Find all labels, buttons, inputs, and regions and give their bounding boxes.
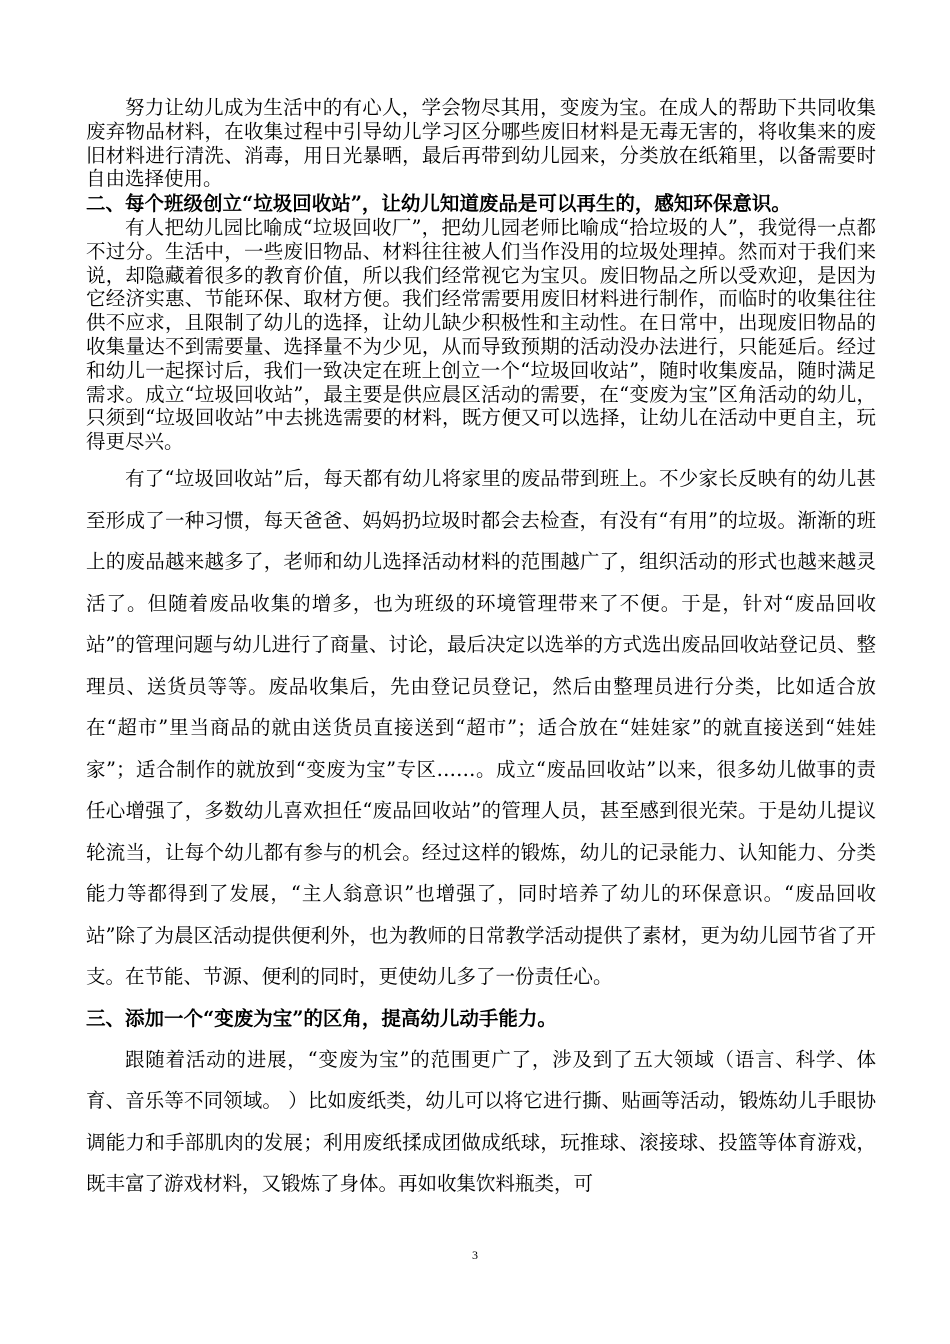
body-paragraph: 努力让幼儿成为生活中的有心人，学会物尽其用，变废为宝。在成人的帮助下共同收集废弃物品材料，在收集过程中引导幼儿学习区分哪些废旧材料是无毒无害的，将收集来的废旧材料进行清洗、消毒，用日光暴晒，最后再带到幼儿园来，分类放在纸箱里，以备需要时自由选择使用。: [86, 96, 876, 191]
page-number: 3: [472, 1248, 478, 1262]
body-paragraph: 有了“垃圾回收站”后，每天都有幼儿将家里的废品带到班上。不少家长反映有的幼儿甚至形成了一种习惯，每天爸爸、妈妈扔垃圾时都会去检查，有没有“有用”的垃圾。渐渐的班上的废品越来越多了，老师和幼儿选择活动材料的范围越广了，组织活动的形式也越来越灵活了。但随着废品收集的增多，也为班级的环境管理带来了不便。于是，针对“废品回收站”的管理问题与幼儿进行了商量、讨论，最后决定以选举的方式选出废品回收站登记员、整理员、送货员等等。废品收集后，先由登记员登记，然后由整理员进行分类，比如适合放在“超市”里当商品的就由送货员直接送到“超市”；适合放在“娃娃家”的就直接送到“娃娃家”；适合制作的就放到“变废为宝”专区……。成立“废品回收站”以来，很多幼儿做事的责任心增强了，多数幼儿喜欢担任“废品回收站”的管理人员，甚至感到很光荣。于是幼儿提议轮流当，让每个幼儿都有参与的机会。经过这样的锻炼，幼儿的记录能力、认知能力、分类能力等都得到了发展，“主人翁意识”也增强了，同时培养了幼儿的环保意识。“废品回收站”除了为晨区活动提供便利外，也为教师的日常教学活动提供了素材，更为幼儿园节省了开支。在节能、节源、便利的同时，更使幼儿多了一份责任心。: [86, 467, 876, 988]
body-paragraph: 有人把幼儿园比喻成“垃圾回收厂”，把幼儿园老师比喻成“拾垃圾的人”，我觉得一点都不过分。生活中，一些废旧物品、材料往往被人们当作没用的垃圾处理掉。然而对于我们来说，却隐藏着很多的教育价值，所以我们经常视它为宝贝。废旧物品之所以受欢迎，是因为它经济实惠、节能环保、取材方便。我们经常需要用废旧材料进行制作，而临时的收集往往供不应求，且限制了幼儿的选择，让幼儿缺少积极性和主动性。在日常中，出现废旧物品的收集量达不到需要量、选择量不为少见，从而导致预期的活动没办法进行，只能延后。经过和幼儿一起探讨后，我们一致决定在班上创立一个“垃圾回收站”，随时收集废品，随时满足需求。成立“垃圾回收站”，最主要是供应晨区活动的需要，在“变废为宝”区角活动的幼儿，只须到“垃圾回收站”中去挑选需要的材料，既方便又可以选择，让幼儿在活动中更自主，玩得更尽兴。: [86, 216, 876, 454]
section-heading: 二、每个班级创立“垃圾回收站”，让幼儿知道废品是可以再生的，感知环保意识。: [86, 192, 791, 215]
section-heading: 三、添加一个“变废为宝”的区角，提高幼儿动手能力。: [86, 1006, 557, 1030]
body-paragraph: 跟随着活动的进展，“变废为宝”的范围更广了，涉及到了五大领域（语言、科学、体育、音乐等不同领域。 ）比如废纸类，幼儿可以将它进行撕、贴画等活动，锻炼幼儿手眼协调能力和手部肌肉的发展；利用废纸揉成团做成纸球，玩推球、滚接球、投篮等体育游戏，既丰富了游戏材料，又锻炼了身体。再如收集饮料瓶类，可: [86, 1047, 876, 1195]
document-page: [86, 96, 876, 1205]
